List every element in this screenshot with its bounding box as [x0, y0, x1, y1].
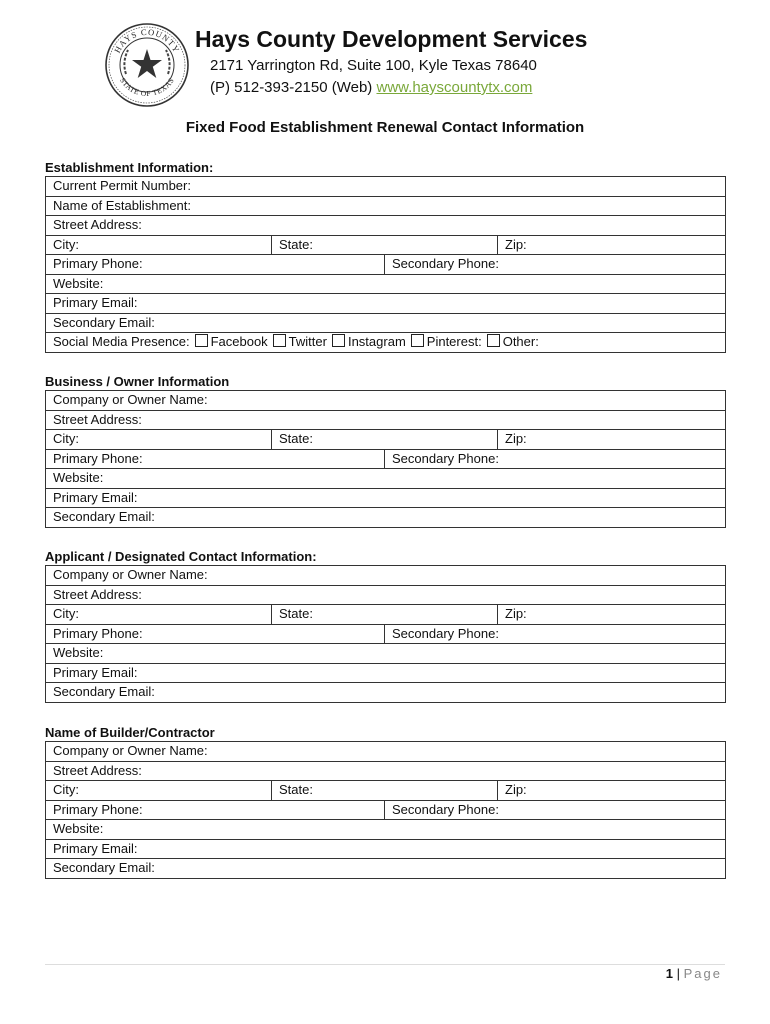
website-field[interactable]: Website:	[46, 820, 726, 840]
primary-phone-field[interactable]: Primary Phone:	[46, 800, 385, 820]
primary-email-field[interactable]: Primary Email:	[46, 839, 726, 859]
street-address-field[interactable]: Street Address:	[46, 761, 726, 781]
page-separator: |	[673, 966, 684, 981]
establishment-table	[45, 176, 726, 353]
instagram-label: Instagram	[347, 334, 406, 350]
facebook-label: Facebook	[210, 334, 268, 350]
primary-phone-field[interactable]: Primary Phone:	[46, 449, 385, 469]
primary-email-field[interactable]: Primary Email:	[46, 294, 726, 314]
business-section	[45, 373, 725, 528]
street-address-field[interactable]: Street Address:	[46, 585, 726, 605]
social-media-label: Social Media Presence:	[53, 334, 190, 350]
footer-divider	[45, 964, 725, 965]
twitter-label: Twitter	[288, 334, 327, 350]
website-field[interactable]: Website:	[46, 274, 726, 294]
builder-table	[45, 741, 726, 879]
state-field[interactable]: State:	[272, 605, 498, 625]
section-label: Business / Owner Information	[45, 374, 230, 389]
website-field[interactable]: Website:	[46, 469, 726, 489]
street-address-field[interactable]: Street Address:	[46, 410, 726, 430]
organization-contact	[210, 79, 532, 96]
page-footer	[666, 966, 722, 981]
primary-email-field[interactable]: Primary Email:	[46, 488, 726, 508]
instagram-checkbox[interactable]	[332, 334, 345, 347]
secondary-phone-field[interactable]: Secondary Phone:	[385, 449, 726, 469]
facebook-checkbox[interactable]	[195, 334, 208, 347]
form-title: Fixed Food Establishment Renewal Contact Information	[185, 119, 585, 136]
svg-text:HAYS COUNTY: HAYS COUNTY	[112, 26, 182, 55]
section-label: Name of Builder/Contractor	[45, 725, 215, 740]
secondary-email-field[interactable]: Secondary Email:	[46, 508, 726, 528]
pinterest-checkbox[interactable]	[411, 334, 424, 347]
zip-field[interactable]: Zip:	[498, 605, 726, 625]
company-name-field[interactable]: Company or Owner Name:	[46, 742, 726, 762]
page-number: 1	[665, 966, 674, 981]
establishment-name-field[interactable]: Name of Establishment:	[46, 196, 726, 216]
social-media-row	[46, 333, 726, 353]
section-label: Applicant / Designated Contact Information:	[45, 549, 317, 564]
website-field[interactable]: Website:	[46, 644, 726, 664]
builder-section	[45, 724, 725, 879]
business-table	[45, 390, 726, 528]
organization-address: 2171 Yarrington Rd, Suite 100, Kyle Texas 78640	[210, 57, 537, 74]
applicant-table	[45, 565, 726, 703]
secondary-phone-field[interactable]: Secondary Phone:	[385, 800, 726, 820]
zip-field[interactable]: Zip:	[498, 781, 726, 801]
state-field[interactable]: State:	[272, 430, 498, 450]
secondary-email-field[interactable]: Secondary Email:	[46, 683, 726, 703]
secondary-email-field[interactable]: Secondary Email:	[46, 859, 726, 879]
organization-name: Hays County Development Services	[195, 26, 588, 52]
street-address-field[interactable]: Street Address:	[46, 216, 726, 236]
primary-phone-field[interactable]: Primary Phone:	[46, 255, 385, 275]
page-word: Page	[683, 966, 722, 981]
pinterest-label: Pinterest:	[426, 334, 482, 350]
secondary-email-field[interactable]: Secondary Email:	[46, 313, 726, 333]
section-label: Establishment Information:	[45, 160, 214, 175]
zip-field[interactable]: Zip:	[498, 235, 726, 255]
primary-phone-field[interactable]: Primary Phone:	[46, 624, 385, 644]
applicant-section	[45, 548, 725, 703]
county-seal-logo	[104, 22, 190, 108]
permit-number-field[interactable]: Current Permit Number:	[46, 177, 726, 197]
svg-text:STATE OF TEXAS: STATE OF TEXAS	[118, 76, 176, 99]
company-name-field[interactable]: Company or Owner Name:	[46, 391, 726, 411]
secondary-phone-field[interactable]: Secondary Phone:	[385, 255, 726, 275]
city-field[interactable]: City:	[46, 781, 272, 801]
primary-email-field[interactable]: Primary Email:	[46, 663, 726, 683]
company-name-field[interactable]: Company or Owner Name:	[46, 566, 726, 586]
state-field[interactable]: State:	[272, 235, 498, 255]
city-field[interactable]: City:	[46, 430, 272, 450]
state-field[interactable]: State:	[272, 781, 498, 801]
website-link[interactable]: www.hayscountytx.com	[376, 79, 533, 96]
city-field[interactable]: City:	[46, 235, 272, 255]
other-checkbox[interactable]	[487, 334, 500, 347]
twitter-checkbox[interactable]	[273, 334, 286, 347]
other-label: Other:	[502, 334, 539, 350]
city-field[interactable]: City:	[46, 605, 272, 625]
establishment-section	[45, 159, 725, 353]
phone-text: (P) 512-393-2150 (Web)	[210, 79, 377, 96]
secondary-phone-field[interactable]: Secondary Phone:	[385, 624, 726, 644]
zip-field[interactable]: Zip:	[498, 430, 726, 450]
